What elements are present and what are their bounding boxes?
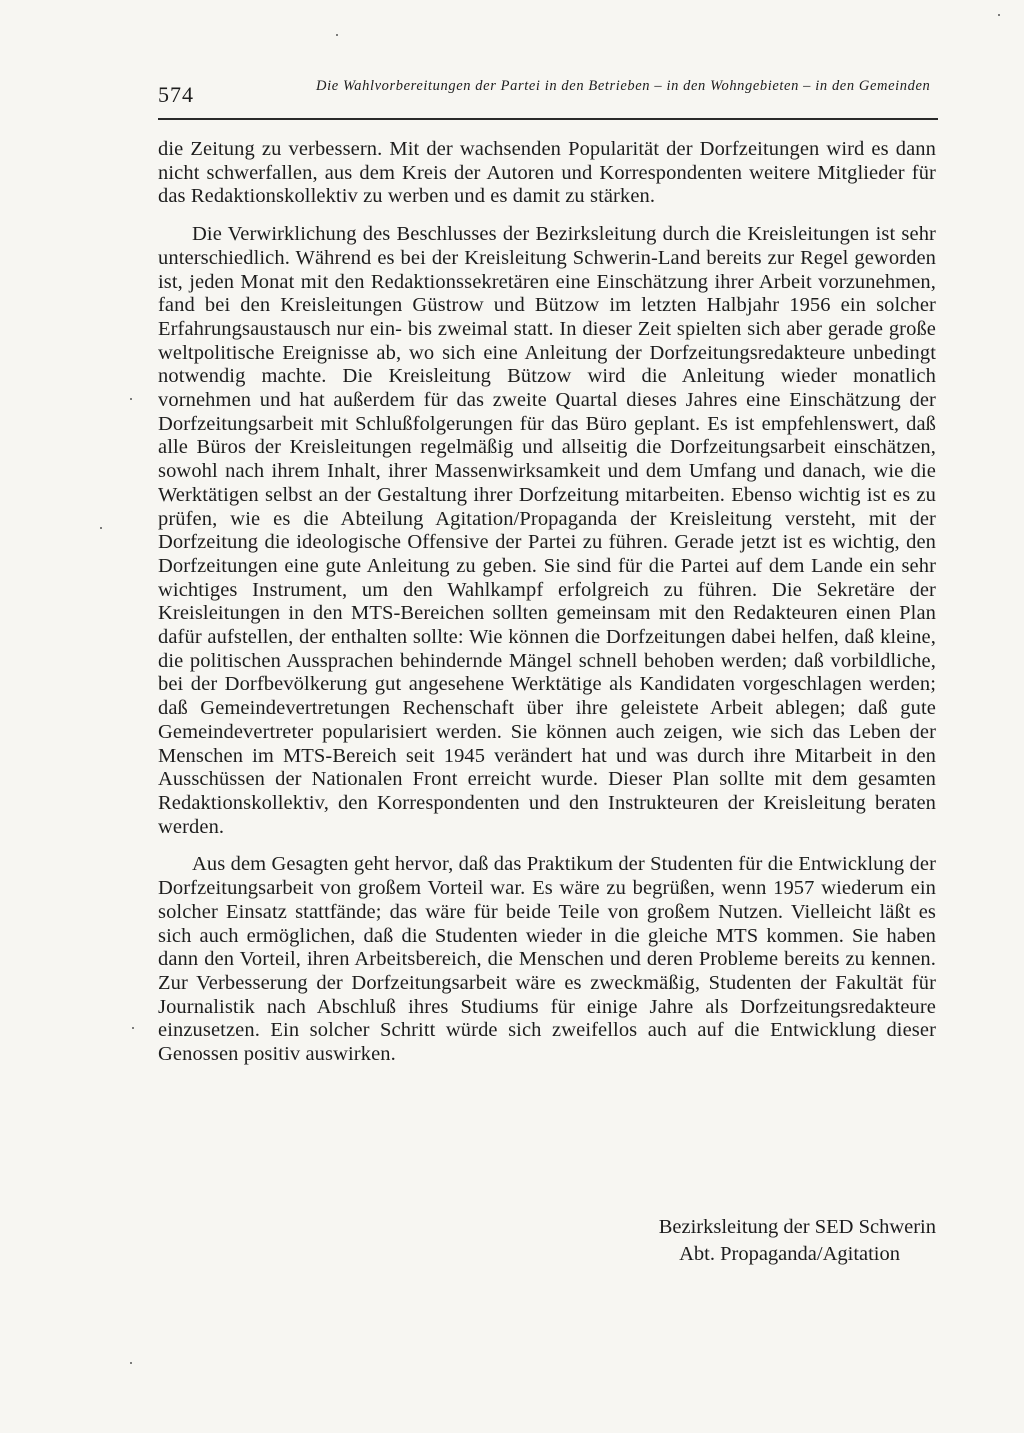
scan-speck [100,527,102,529]
signature-block [659,1214,936,1268]
paragraph: Aus dem Gesagten geht hervor, daß das Praktikum der Studenten für die Entwicklung der Dorfzeitungsarbeit von großem Vorteil war. Es wäre zu begrüßen, wenn 1957 wiederum ein solcher Einsatz stattfände; das wäre für beide Teile von großem Nutzen. Vielleicht läßt es sich auch ermöglichen, daß die Studenten wieder in die gleiche MTS kommen. Sie haben dann den Vorteil, ihren Arbeitsbereich, die Menschen und deren Probleme bereits zu kennen. Zur Verbesserung der Dorfzeitungsarbeit wäre es zweckmäßig, Studenten der Fakultät für Journalistik nach Abschluß ihres Studiums für einige Jahre als Dorfzeitungsredakteure einzusetzen. Ein solcher Schritt würde sich zweifellos auch auf die Entwicklung dieser Genossen positiv auswirken. [158,853,936,1066]
page-number: 574 [158,82,194,107]
body-text [158,138,936,1081]
header-rule [158,118,938,120]
scan-speck [130,1362,132,1364]
signature-department: Abt. Propaganda/Agitation [679,1243,900,1265]
paragraph: die Zeitung zu verbessern. Mit der wachsenden Popularität der Dorfzeitungen wird es dann nicht schwerfallen, aus dem Kreis der Autoren und Korrespondenten weitere Mitglieder für das Redaktionskollektiv zu werben und es damit zu stärken. [158,138,936,208]
page-header [158,78,938,122]
scan-speck [130,398,132,400]
paragraph: Die Verwirklichung des Beschlusses der Bezirksleitung durch die Kreisleitungen ist sehr unterschiedlich. Während es bei der Kreisleitung Schwerin-Land bereits zur Regel geworden ist, jeden Monat mit den Redaktionssekretären eine Einschätzung ihrer Arbeit vorzunehmen, fand bei den Kreisleitungen Güstrow und Bützow im letzten Halbjahr 1956 ein solcher Erfahrungsaustausch nur ein- bis zweimal statt. In dieser Zeit spielten sich aber gerade große weltpolitische Ereignisse ab, wo sich eine Anleitung der Dorfzeitungsredakteure unbedingt notwendig machte. Die Kreisleitung Bützow wird die Anleitung wieder monatlich vornehmen und hat außerdem für das zweite Quartal dieses Jahres eine Einschätzung der Dorfzeitungsarbeit mit Schlußfolgerungen für das Büro geplant. Es ist empfehlenswert, daß alle Büros der Kreisleitungen regelmäßig und allseitig die Dorfzeitungsarbeit einschätzen, sowohl nach ihrem Inhalt, ihrer Massenwirksamkeit und dem Umfang und danach, wie die Werktätigen selbst an der Gestaltung ihrer Dorfzeitung mitarbeiten. Ebenso wichtig ist es zu prüfen, wie es die Abteilung Agitation/Propaganda der Kreisleitung versteht, mit der Dorfzeitung die ideologische Offensive der Partei zu führen. Gerade jetzt ist es wichtig, den Dorfzeitungen eine gute Anleitung zu geben. Sie sind für die Partei auf dem Lande ein sehr wichtiges Instrument, um den Wahlkampf erfolgreich zu führen. Die Sekretäre der Kreisleitungen in den MTS-Bereichen sollten gemeinsam mit den Redakteuren einen Plan dafür aufstellen, der enthalten sollte: Wie können die Dorfzeitungen dabei helfen, daß kleine, die politischen Aussprachen behindernde Mängel schnell behoben werden; daß vorbildliche, bei der Dorfbevölkerung gut angesehene Werktätige als Kandidaten vorgeschlagen werden; daß Gemeindevertretungen Rechenschaft über ihre geleistete Arbeit ablegen; daß gute Gemeindevertreter popularisiert werden. Sie können auch zeigen, wie sich das Leben der Menschen im MTS-Bereich seit 1945 verändert hat und was durch ihre Mitarbeit in den Ausschüssen der Nationalen Front erreicht wurde. Dieser Plan sollte mit dem gesamten Redaktionskollektiv, den Korrespondenten und den Instrukteuren der Kreisleitung beraten werden. [158,223,936,838]
scan-speck [132,1027,134,1029]
scan-speck [998,14,1000,16]
scan-speck [336,34,338,36]
running-head: Die Wahlvorbereitungen der Partei in den Betrieben – in den Wohngebieten – in den Gemeinden [316,78,931,94]
signature-organization: Bezirksleitung der SED Schwerin [658,1216,936,1238]
